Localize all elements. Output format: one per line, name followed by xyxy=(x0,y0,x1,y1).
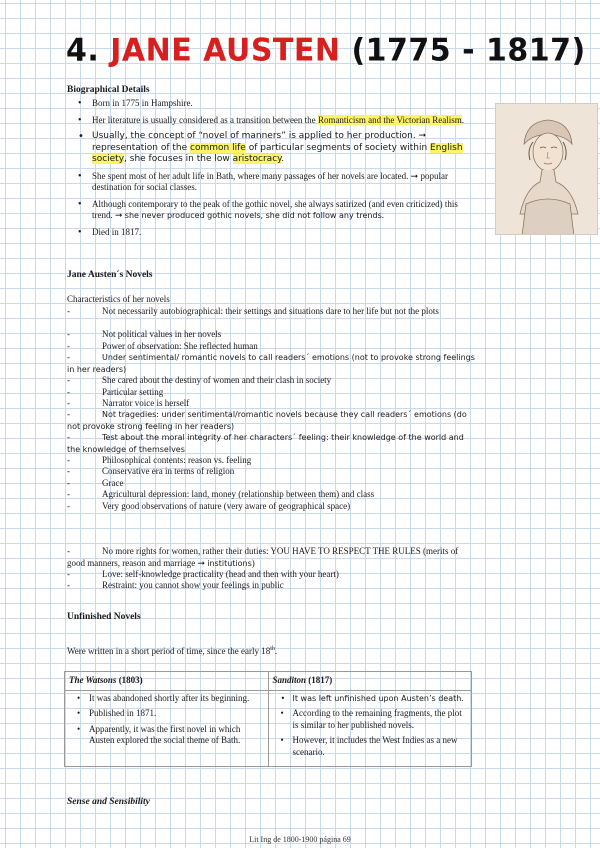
watsons-header: The Watsons (1803) xyxy=(65,672,269,691)
list-item: - Test about the moral integrity of her characters´ feeling: their knowledge of the world and the knowledge of themselves xyxy=(67,432,464,454)
list-item: - She cared about the destiny of women and their clash in society xyxy=(67,375,332,385)
characteristics-title: Characteristics of her novels xyxy=(67,294,170,304)
list-item: - Grace xyxy=(67,478,124,488)
list-item: - Conservative era in terms of religion xyxy=(67,466,235,476)
bio-heading: Biographical Details xyxy=(67,85,150,95)
sanditon-header: Sanditon (1817) xyxy=(268,672,472,691)
page-footer: Lit Ing de 1800-1900 página 69 xyxy=(249,835,351,844)
sanditon-cell xyxy=(268,690,472,767)
list-item: - Agricultural depression: land, money (relationship between them) and class xyxy=(67,489,375,499)
list-item: • However, it includes the West Indies as a new scenario. xyxy=(273,735,468,758)
list-item: - Not necessarily autobiographical: their settings and situations dare to her life but not the plots xyxy=(67,306,439,316)
unfinished-heading: Unfinished Novels xyxy=(67,612,141,622)
list-item: - No more rights for women, rather their duties: YOU HAVE TO RESPECT THE RULES (merits of good manners, reason and marriage ➞ institutions) xyxy=(67,546,459,568)
portrait-sketch-icon xyxy=(496,104,598,235)
list-item: • Although contemporary to the peak of the gothic novel, she always satirized (and even criticized) this trend. ➞ she never produced gothic novels, she did not follow any trends. xyxy=(70,199,478,222)
list-item: - Under sentimental/ romantic novels to call readers´ emotions (not to provoke strong feelings in her readers) xyxy=(67,352,475,374)
list-item: • It was abandoned shortly after its beginning. xyxy=(69,693,264,705)
title-name: JANE AUSTEN xyxy=(110,32,341,69)
list-item: • Published in 1871. xyxy=(69,708,264,720)
list-item: - Power of observation: She reflected human xyxy=(67,341,258,351)
list-item: • According to the remaining fragments, the plot is similar to her published novels. xyxy=(273,708,468,731)
list-item: - Philosophical contents: reason vs. feeling xyxy=(67,455,252,465)
novels-heading: Jane Austen´s Novels xyxy=(67,270,153,280)
list-item: - Particular setting xyxy=(67,387,164,397)
watsons-cell xyxy=(65,690,269,767)
list-item: • Died in 1817. xyxy=(70,227,478,239)
list-item: • Born in 1775 in Hampshire. xyxy=(70,98,478,110)
list-item: - Restraint: you cannot show your feelings in public xyxy=(67,580,284,590)
sense-sensibility-heading: Sense and Sensibility xyxy=(67,797,150,807)
unfinished-intro: Were written in a short period of time, since the early 18th. xyxy=(67,646,278,656)
author-portrait xyxy=(495,103,598,235)
list-item: • Her literature is usually considered as a transition between the Romanticism and the Victorian Realism. xyxy=(70,115,478,127)
bio-list xyxy=(70,98,478,243)
list-item: • She spent most of her adult life in Bath, where many passages of her novels are located. ➞ popular destination for social classes. xyxy=(70,171,478,194)
list-item: • Apparently, it was the first novel in which Austen explored the social theme of Bath. xyxy=(69,724,264,747)
list-item: • It was left unfinished upon Austen’s death. xyxy=(273,693,468,705)
list-item: • Usually, the concept of “novel of manners” is applied to her production. ➞ representation of the common life of particular segments of society within English society, she focuses in the low aristocracy. xyxy=(70,131,478,166)
title-number: 4. xyxy=(66,32,100,69)
list-item: - Very good observations of nature (very aware of geographical space) xyxy=(67,501,351,511)
list-item: - Not political values in her novels xyxy=(67,329,222,339)
list-item: - Narrator voice is herself xyxy=(67,398,190,408)
title-years: (1775 - 1817) xyxy=(351,32,586,69)
unfinished-novels-table xyxy=(64,671,472,767)
page-title xyxy=(66,32,586,69)
list-item: - Love: self-knowledge practicality (head and then with your heart) xyxy=(67,569,339,579)
list-item: - Not tragedies: under sentimental/romantic novels because they call readers´ emotions (do not provoke strong feeling in her readers) xyxy=(67,409,467,431)
